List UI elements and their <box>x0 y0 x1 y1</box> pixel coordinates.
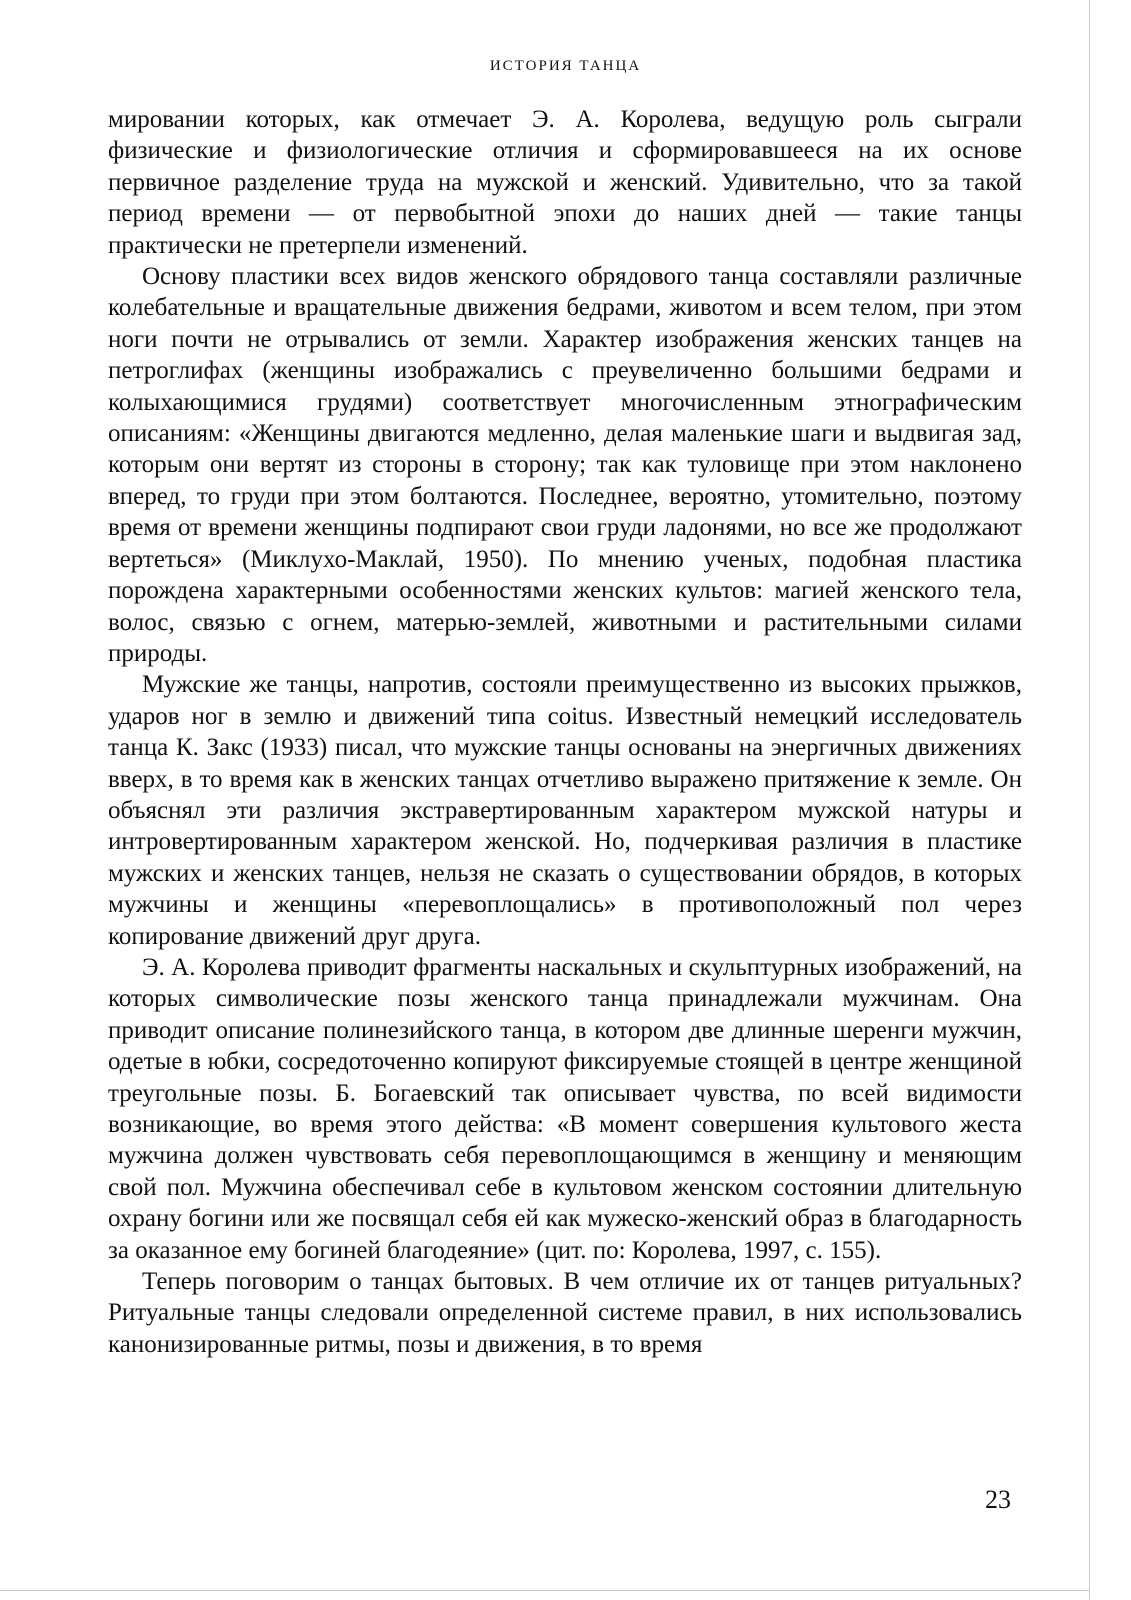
page-edge-bottom <box>0 1590 1090 1591</box>
running-head: ИСТОРИЯ ТАНЦА <box>489 58 642 74</box>
paragraph-continuation: мировании которых, как отмечает Э. А. Королева, ведущую роль сыграли физические и физиологические отличия и сформировавшееся на их основе первичное разделение труда на мужской и женский. Удивительно, что за такой период времени — от первобытной эпохи до наших дней — такие танцы практически не претерпели изменений. <box>108 106 1022 259</box>
page-number: 23 <box>985 1485 1011 1514</box>
body-text <box>108 104 1022 1360</box>
paragraph: Мужские же танцы, напротив, состояли преимущественно из высоких прыжков, ударов ног в землю и движений типа coitus. Известный немецкий исследователь танца К. Закс (1933) писал, что мужские танцы основаны на энергичных движениях вверх, в то время как в женских танцах отчетливо выражено притяжение к земле. Он объяснял эти различия экстравертированным характером мужской натуры и интровертированным характером женской. Но, подчеркивая различия в пластике мужских и женских танцев, нельзя не сказать о существовании обрядов, в которых мужчины и женщины «перевоплощались» в противоположный пол через копирование движений друг друга. <box>108 671 1022 950</box>
paragraph: Теперь поговорим о танцах бытовых. В чем отличие их от танцев ритуальных? Ритуальные танцы следовали определенной системе правил, в них использовались канонизированные ритмы, позы и движения, в то время <box>108 1268 1022 1358</box>
paragraph: Основу пластики всех видов женского обрядового танца составляли различные колебательные и вращательные движения бедрами, животом и всем телом, при этом ноги почти не отрывались от земли. Характер изображения женских танцев на петроглифах (женщины изображались с преувеличенно большими бедрами и колыхающимися грудями) соответствует многочисленным этнографическим описаниям: «Женщины двигаются медленно, делая маленькие шаги и выдвигая зад, которым они вертят из стороны в сторону; так как туловище при этом наклонено вперед, то груди при этом болтаются. Последнее, вероятно, утомительно, поэтому время от времени женщины подпирают свои груди ладонями, но все же продолжают вертеться» (Миклухо-Маклай, 1950). По мнению ученых, подобная пластика порождена характерными особенностями женских культов: магией женского тела, волос, связью с огнем, матерью-землей, животными и растительными силами природы. <box>108 263 1022 667</box>
paragraph: Э. А. Королева приводит фрагменты наскальных и скульптурных изображений, на которых символические позы женского танца принадлежали мужчинам. Она приводит описание полинезийского танца, в котором две длинные шеренги мужчин, одетые в юбки, сосредоточенно копируют фиксируемые стоящей в центре женщиной треугольные позы. Б. Богаевский так описывает чувства, по всей видимости возникающие, во время этого действа: «В момент совершения культового жеста мужчина должен чувствовать себя перевоплощающимся в женщину и меняющим свой пол. Мужчина обеспечивал себе в культовом женском состоянии длительную охрану богини или же посвящал себя ей как мужеско-женский образ в благодарность за оказанное ему богиней благодеяние» (цит. по: Королева, 1997, с. 155). <box>108 953 1022 1264</box>
page-edge-right <box>1089 0 1090 1600</box>
